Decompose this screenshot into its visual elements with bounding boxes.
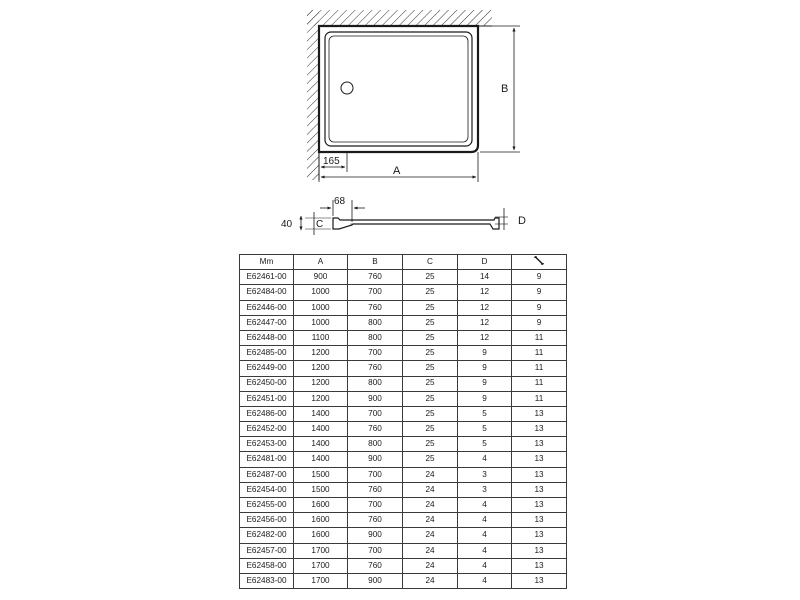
table-row [240, 406, 567, 421]
cell-a: 1000 [294, 285, 348, 300]
cell-c: 25 [403, 346, 458, 361]
cell-a: 1500 [294, 467, 348, 482]
cell-b: 900 [348, 452, 403, 467]
cell-a: 1200 [294, 391, 348, 406]
cell-b: 800 [348, 315, 403, 330]
table-row [240, 315, 567, 330]
cell-model: E62449-00 [240, 361, 294, 376]
cell-model: E62487-00 [240, 467, 294, 482]
cell-b: 900 [348, 391, 403, 406]
tray-outline [319, 26, 478, 152]
cell-b: 800 [348, 437, 403, 452]
table-row [240, 482, 567, 497]
cell-b: 900 [348, 573, 403, 588]
cell-c: 25 [403, 300, 458, 315]
table-row [240, 300, 567, 315]
cell-d: 9 [458, 391, 512, 406]
cell-a: 900 [294, 270, 348, 285]
cell-c: 25 [403, 422, 458, 437]
cell-c: 24 [403, 543, 458, 558]
cell-wrench: 13 [512, 528, 567, 543]
cell-d: 9 [458, 361, 512, 376]
table-row [240, 543, 567, 558]
cell-b: 760 [348, 422, 403, 437]
cell-model: E62485-00 [240, 346, 294, 361]
cell-a: 1700 [294, 543, 348, 558]
cell-model: E62454-00 [240, 482, 294, 497]
cell-a: 1600 [294, 498, 348, 513]
table-row [240, 270, 567, 285]
header-mm: Mm [240, 255, 294, 270]
cell-model: E62450-00 [240, 376, 294, 391]
cell-d: 12 [458, 330, 512, 345]
cell-model: E62458-00 [240, 558, 294, 573]
cell-d: 5 [458, 422, 512, 437]
cell-b: 700 [348, 406, 403, 421]
header-a: A [294, 255, 348, 270]
table-row [240, 558, 567, 573]
dimensions-table [239, 254, 567, 589]
cell-wrench: 13 [512, 422, 567, 437]
cell-a: 1200 [294, 361, 348, 376]
cell-model: E62446-00 [240, 300, 294, 315]
cell-a: 1400 [294, 406, 348, 421]
cell-a: 1700 [294, 558, 348, 573]
cell-d: 12 [458, 285, 512, 300]
table-row [240, 285, 567, 300]
cell-b: 900 [348, 528, 403, 543]
cell-b: 760 [348, 300, 403, 315]
cell-wrench: 13 [512, 406, 567, 421]
cell-wrench: 13 [512, 543, 567, 558]
cell-model: E62482-00 [240, 528, 294, 543]
cell-b: 760 [348, 513, 403, 528]
cell-wrench: 13 [512, 573, 567, 588]
cell-model: E62481-00 [240, 452, 294, 467]
wrench-icon [533, 255, 545, 266]
cell-c: 24 [403, 528, 458, 543]
cell-wrench: 13 [512, 558, 567, 573]
cell-wrench: 13 [512, 482, 567, 497]
cell-d: 3 [458, 482, 512, 497]
cell-c: 25 [403, 376, 458, 391]
cell-wrench: 9 [512, 285, 567, 300]
cell-model: E62453-00 [240, 437, 294, 452]
plan-view [307, 10, 520, 182]
cell-model: E62448-00 [240, 330, 294, 345]
cell-model: E62483-00 [240, 573, 294, 588]
cell-b: 800 [348, 376, 403, 391]
cell-c: 25 [403, 361, 458, 376]
cell-wrench: 13 [512, 513, 567, 528]
cell-d: 4 [458, 513, 512, 528]
cell-model: E62452-00 [240, 422, 294, 437]
cell-a: 1000 [294, 315, 348, 330]
cell-d: 4 [458, 452, 512, 467]
table-row [240, 452, 567, 467]
cell-model: E62486-00 [240, 406, 294, 421]
table-row [240, 498, 567, 513]
table-row [240, 391, 567, 406]
cell-wrench: 11 [512, 330, 567, 345]
dim-d-label: D [518, 215, 526, 227]
cell-d: 12 [458, 300, 512, 315]
header-wrench [512, 255, 567, 270]
header-b: B [348, 255, 403, 270]
cell-model: E62457-00 [240, 543, 294, 558]
table-row [240, 422, 567, 437]
cell-a: 1700 [294, 573, 348, 588]
cell-d: 12 [458, 315, 512, 330]
cell-b: 700 [348, 498, 403, 513]
cell-d: 9 [458, 346, 512, 361]
cell-b: 800 [348, 330, 403, 345]
cell-a: 1400 [294, 422, 348, 437]
dim-c-label: C [316, 219, 324, 230]
tray-section-profile [333, 218, 499, 229]
table-row [240, 330, 567, 345]
cell-c: 25 [403, 315, 458, 330]
cell-wrench: 13 [512, 437, 567, 452]
cell-wrench: 9 [512, 300, 567, 315]
cell-c: 24 [403, 482, 458, 497]
dim-40-label: 40 [281, 219, 293, 230]
wall-hatch-left [307, 10, 319, 180]
dim-165-label: 165 [323, 156, 340, 167]
cell-c: 25 [403, 330, 458, 345]
cell-d: 4 [458, 528, 512, 543]
cell-b: 760 [348, 361, 403, 376]
cell-c: 24 [403, 467, 458, 482]
cell-b: 700 [348, 285, 403, 300]
cell-d: 9 [458, 376, 512, 391]
header-d: D [458, 255, 512, 270]
cell-model: E62447-00 [240, 315, 294, 330]
cell-wrench: 11 [512, 376, 567, 391]
cell-model: E62451-00 [240, 391, 294, 406]
cell-a: 1400 [294, 437, 348, 452]
cell-d: 4 [458, 498, 512, 513]
cell-d: 14 [458, 270, 512, 285]
cell-wrench: 11 [512, 391, 567, 406]
cell-c: 24 [403, 573, 458, 588]
cell-a: 1500 [294, 482, 348, 497]
cell-wrench: 11 [512, 346, 567, 361]
dim-68-label: 68 [334, 196, 346, 207]
cell-wrench: 13 [512, 452, 567, 467]
cell-a: 1600 [294, 513, 348, 528]
table-row [240, 573, 567, 588]
cell-b: 760 [348, 270, 403, 285]
cell-c: 25 [403, 406, 458, 421]
cell-d: 5 [458, 437, 512, 452]
cell-d: 4 [458, 543, 512, 558]
cell-c: 24 [403, 498, 458, 513]
cell-a: 1100 [294, 330, 348, 345]
header-c: C [403, 255, 458, 270]
cell-c: 24 [403, 513, 458, 528]
cell-a: 1200 [294, 376, 348, 391]
cell-c: 24 [403, 558, 458, 573]
table-row [240, 528, 567, 543]
table-body [240, 270, 567, 589]
cell-model: E62455-00 [240, 498, 294, 513]
technical-drawing [0, 0, 800, 250]
table-row [240, 361, 567, 376]
dim-a-label: A [393, 165, 401, 177]
table-row [240, 437, 567, 452]
section-view [281, 196, 526, 235]
cell-c: 25 [403, 452, 458, 467]
cell-wrench: 13 [512, 498, 567, 513]
table-row [240, 513, 567, 528]
cell-b: 760 [348, 558, 403, 573]
cell-d: 4 [458, 573, 512, 588]
cell-c: 25 [403, 391, 458, 406]
table-row [240, 467, 567, 482]
cell-b: 760 [348, 482, 403, 497]
table-row [240, 346, 567, 361]
cell-d: 5 [458, 406, 512, 421]
cell-d: 3 [458, 467, 512, 482]
cell-b: 700 [348, 543, 403, 558]
cell-a: 1200 [294, 346, 348, 361]
wall-hatch-top [307, 10, 492, 26]
table-header-row [240, 255, 567, 270]
table-row [240, 376, 567, 391]
cell-a: 1400 [294, 452, 348, 467]
cell-d: 4 [458, 558, 512, 573]
cell-a: 1000 [294, 300, 348, 315]
cell-model: E62484-00 [240, 285, 294, 300]
cell-a: 1600 [294, 528, 348, 543]
cell-c: 25 [403, 270, 458, 285]
cell-b: 700 [348, 346, 403, 361]
cell-wrench: 11 [512, 361, 567, 376]
cell-c: 25 [403, 437, 458, 452]
cell-wrench: 13 [512, 467, 567, 482]
cell-model: E62456-00 [240, 513, 294, 528]
cell-c: 25 [403, 285, 458, 300]
cell-wrench: 9 [512, 315, 567, 330]
cell-wrench: 9 [512, 270, 567, 285]
cell-model: E62461-00 [240, 270, 294, 285]
dim-b-label: B [501, 83, 509, 95]
cell-b: 700 [348, 467, 403, 482]
